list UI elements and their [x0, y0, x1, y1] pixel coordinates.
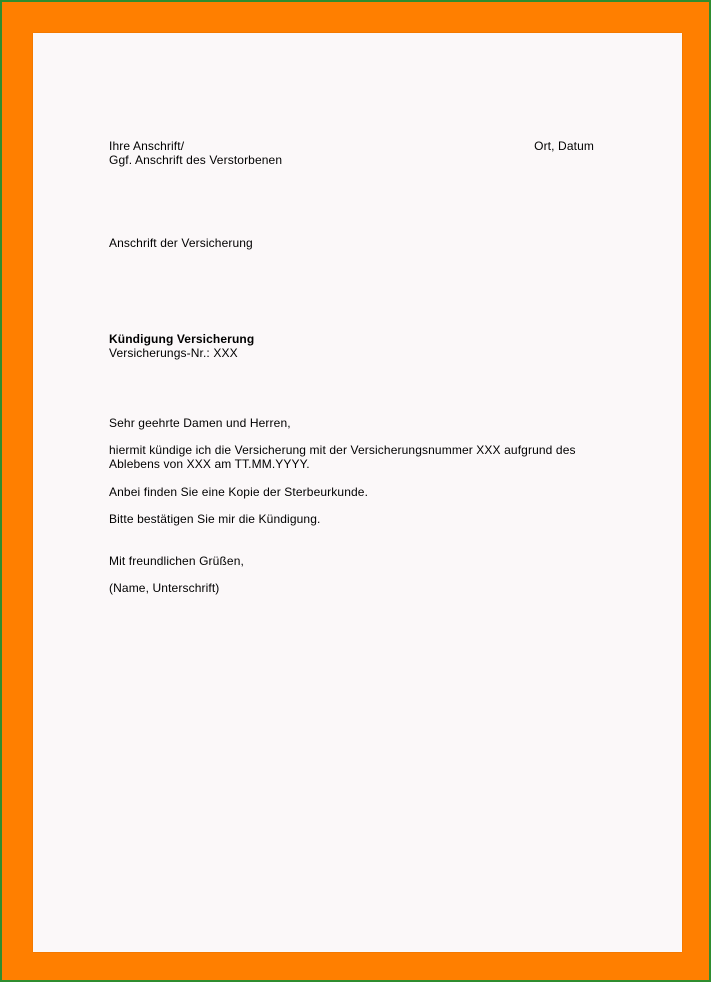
body-line-2: Ablebens von XXX am TT.MM.YYYY. — [109, 457, 310, 471]
closing: Mit freundlichen Grüßen, — [109, 554, 244, 568]
policy-number: Versicherungs-Nr.: XXX — [109, 346, 238, 360]
letter-subject: Kündigung Versicherung — [109, 332, 255, 346]
salutation: Sehr geehrte Damen und Herren, — [109, 416, 291, 430]
signature-line: (Name, Unterschrift) — [109, 581, 220, 595]
confirmation-request: Bitte bestätigen Sie mir die Kündigung. — [109, 512, 321, 526]
sender-address-line-2: Ggf. Anschrift des Verstorbenen — [109, 153, 283, 167]
place-date: Ort, Datum — [534, 139, 594, 153]
recipient-address: Anschrift der Versicherung — [109, 236, 253, 250]
letter-page — [33, 33, 682, 952]
body-line-1: hiermit kündige ich die Versicherung mit der Versicherungsnummer XXX aufgrund des — [109, 443, 576, 457]
attachment-note: Anbei finden Sie eine Kopie der Sterbeurkunde. — [109, 485, 369, 499]
sender-address-line-1: Ihre Anschrift/ — [109, 139, 185, 153]
